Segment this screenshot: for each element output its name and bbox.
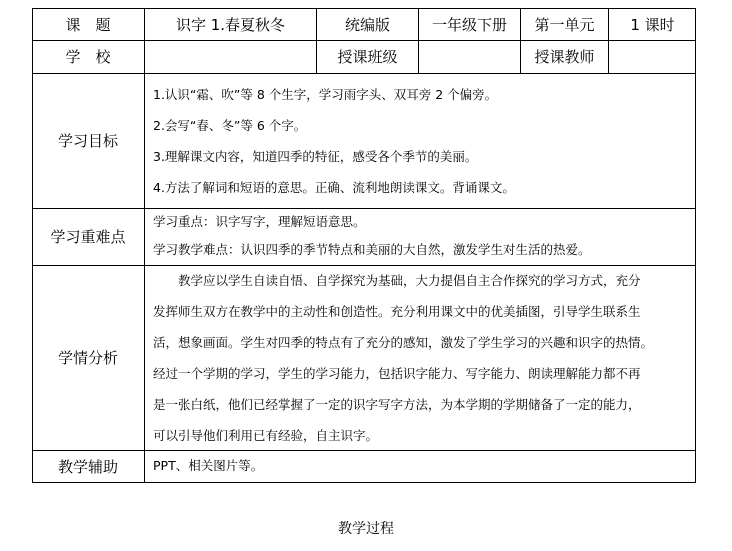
label-topic: 课 题 — [65, 15, 111, 34]
analysis-line: 经过一个学期的学习，学生的学习能力，包括识字能力、写字能力、朗读理解能力都不再 — [153, 366, 641, 381]
key-points-label: 学习重难点 — [50, 228, 126, 246]
objectives-label: 学习目标 — [57, 132, 118, 150]
objectives-list — [144, 79, 696, 203]
school-value — [144, 40, 316, 73]
lesson-plan-table — [32, 8, 696, 483]
objective-item: 3.理解课文内容，知道四季的特征，感受各个季节的美丽。 — [153, 149, 478, 164]
grade-value: 一年级下册 — [418, 8, 520, 40]
aids-row — [32, 450, 696, 482]
analysis-row — [32, 265, 696, 450]
key-points-list — [144, 208, 696, 264]
analysis-line: 教学应以学生自读自悟、自学探究为基础，大力提倡自主合作探究的学习方式，充分 — [178, 273, 641, 288]
key-points-row — [32, 208, 696, 265]
aids-label: 教学辅助 — [57, 457, 118, 476]
topic-value: 识字 1.春夏秋冬 — [144, 8, 316, 40]
analysis-line: 是一张白纸，他们已经掌握了一定的识字写字方法，为本学期的学期储备了一定的能力， — [153, 397, 641, 412]
class-value — [418, 40, 520, 73]
unit-value: 第一单元 — [520, 8, 608, 40]
analysis-line: 可以引导他们利用已有经验，自主识字。 — [153, 428, 379, 443]
label-school: 学 校 — [65, 48, 111, 66]
teaching-process-title: 教学过程 — [338, 521, 394, 537]
aids-text: PPT、相关图片等。 — [153, 458, 264, 473]
label-class: 授课班级 — [316, 40, 418, 73]
analysis-line: 活，想象画面。学生对四季的特点有了充分的感知，激发了学生学习的兴趣和识字的热情。 — [153, 335, 654, 350]
edition-value: 统编版 — [316, 8, 418, 40]
objectives-row — [32, 73, 696, 208]
hours-value: 1 课时 — [608, 8, 696, 40]
key-point-item: 学习重点：识字写字，理解短语意思。 — [153, 214, 366, 229]
objective-item: 4.方法了解词和短语的意思。正确、流利地朗读课文。背诵课文。 — [153, 180, 515, 195]
analysis-paragraph — [144, 265, 696, 451]
objective-item: 2.会写“春、冬”等 6 个字。 — [153, 118, 307, 133]
analysis-label: 学情分析 — [57, 349, 118, 367]
key-point-item: 学习教学难点：认识四季的季节特点和美丽的大自然，激发学生对生活的热爱。 — [153, 242, 591, 257]
teacher-value — [608, 40, 696, 73]
header-row — [32, 8, 696, 40]
objective-item: 1.认识“霜、吹”等 8 个生字，学习雨字头、双耳旁 2 个偏旁。 — [153, 87, 498, 102]
label-teacher: 授课教师 — [520, 40, 608, 73]
analysis-line: 发挥师生双方在教学中的主动性和创造性。充分利用课文中的优美插图，引导学生联系生 — [153, 304, 641, 319]
school-row — [32, 40, 696, 73]
